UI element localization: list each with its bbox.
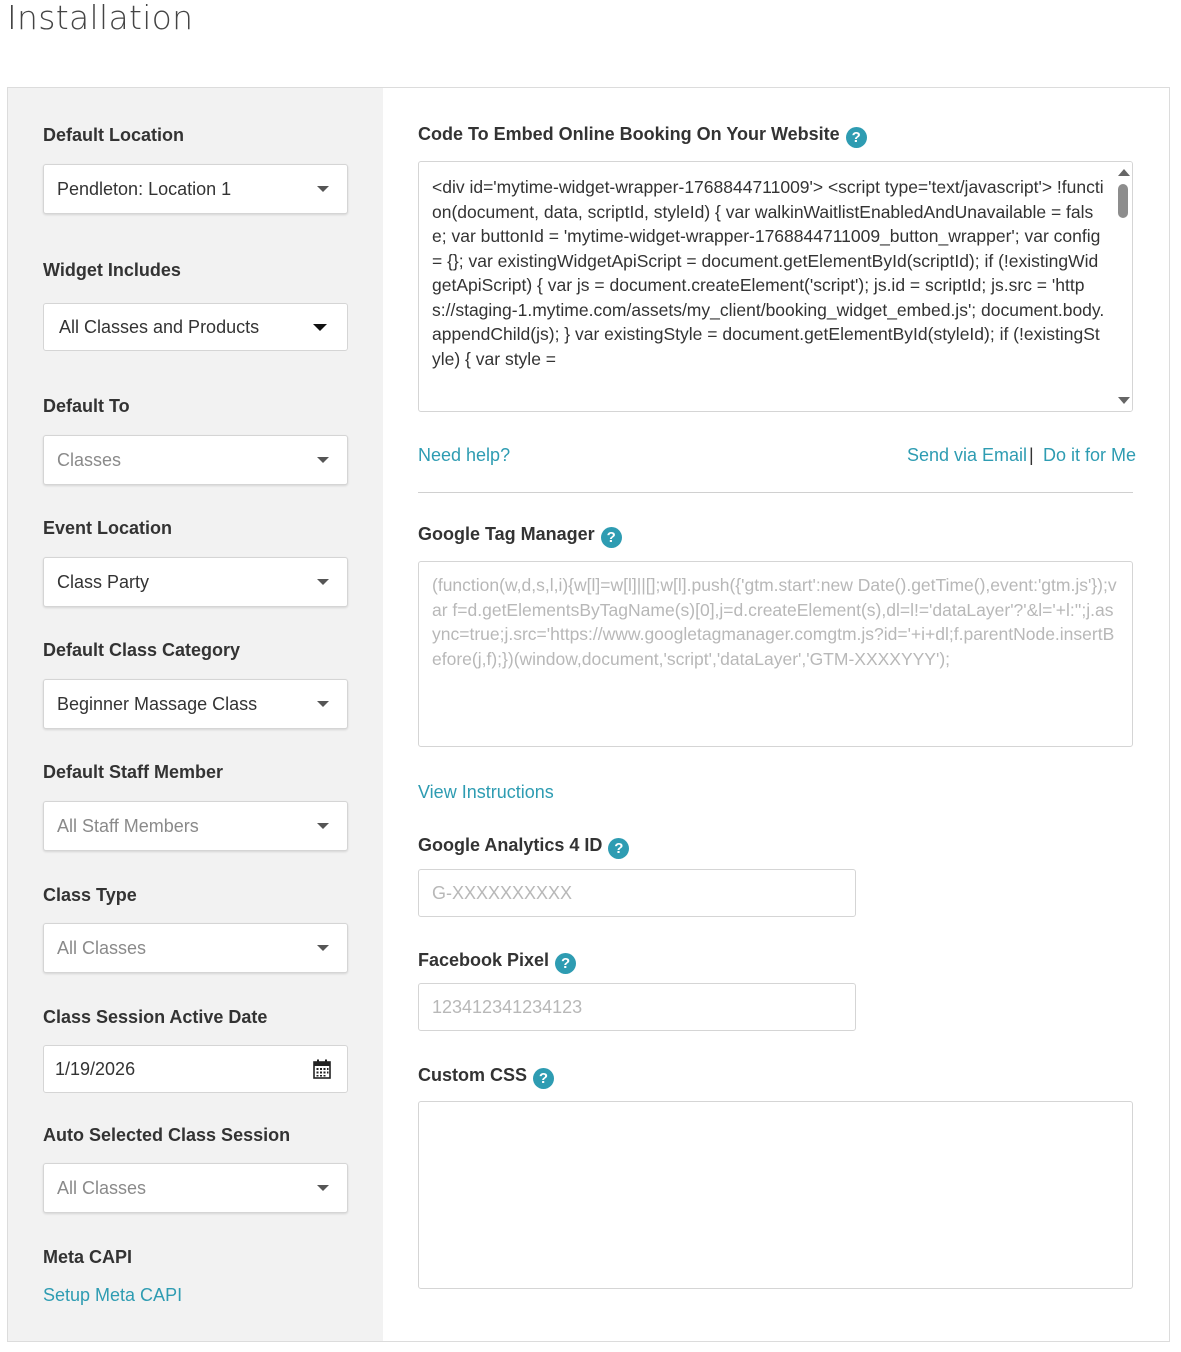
- gtm-placeholder: (function(w,d,s,l,i){w[l]=w[l]||[];w[l].push({'gtm.start':new Date().getTime(),event:'gtm.js'});var f=d.getElementsByTagName(s)[0],j=d.createElement(s),dl=l!='dataLayer'?'&l='+l:'';j.async=true;j.src='https://www.googletagmanager.comgtm.js?id='+i+dl;f.parentNode.insertBefore(j,f);})(window,document,'script','dataLayer','GTM-XXXXYYY');: [432, 575, 1117, 669]
- default-to-select[interactable]: [43, 435, 348, 485]
- chevron-down-icon: [317, 1185, 329, 1191]
- custom-css-title: Custom CSS: [418, 1065, 528, 1085]
- ga4-title: Google Analytics 4 ID: [418, 835, 603, 855]
- chevron-down-icon: [317, 823, 329, 829]
- auto-selected-class-session-value: All Classes: [57, 1178, 147, 1198]
- default-class-category-label: Default Class Category: [43, 640, 241, 660]
- default-class-category-select[interactable]: [43, 679, 348, 729]
- widget-includes-select[interactable]: [43, 303, 348, 351]
- widget-includes-label: Widget Includes: [43, 260, 181, 280]
- gtm-textarea[interactable]: [418, 561, 1133, 747]
- class-type-label: Class Type: [43, 885, 137, 905]
- default-location-label: Default Location: [43, 125, 185, 145]
- gtm-heading: [418, 523, 622, 548]
- ga4-placeholder: G-XXXXXXXXXX: [432, 883, 573, 903]
- custom-css-heading: [418, 1064, 554, 1089]
- class-session-active-date-label: Class Session Active Date: [43, 1007, 268, 1027]
- need-help-link[interactable]: Need help?: [418, 445, 511, 465]
- settings-sidebar: [8, 88, 383, 1341]
- facebook-pixel-input[interactable]: [418, 983, 856, 1031]
- page-title: Installation: [7, 0, 194, 37]
- default-location-value: Pendleton: Location 1: [57, 179, 232, 199]
- class-type-value: All Classes: [57, 938, 147, 958]
- help-icon[interactable]: ?: [846, 127, 867, 148]
- embed-code-text: <div id='mytime-widget-wrapper-1768844711009'> <script type='text/javascript'> !function(document, data, scriptId, styleId) { var walkinWaitlistEnabledAndUnavailable = false; var buttonId = 'mytime-widget-wrapper-1768844711009_button_wrapper'; var config = {}; var existingWidgetApiScript = document.getElementById(scriptId); if (!existingWidgetApiScript) { var js = document.createElement('script'); js.id = scriptId; js.src = 'https://staging-1.mytime.com/assets/my_client/booking_widget_embed.js'; document.body.appendChild(js); } var existingStyle = document.getElementById(styleId); if (!existingStyle) { var style =: [432, 177, 1105, 369]
- do-it-for-me-link[interactable]: Do it for Me: [1043, 445, 1137, 465]
- send-via-email-link[interactable]: Send via Email: [907, 445, 1028, 465]
- installation-panel: [7, 87, 1170, 1342]
- ga4-input[interactable]: [418, 869, 856, 917]
- gtm-title: Google Tag Manager: [418, 524, 595, 544]
- default-to-value: Classes: [57, 450, 122, 470]
- facebook-pixel-placeholder: 123412341234123: [432, 997, 583, 1017]
- facebook-pixel-heading: [418, 949, 576, 974]
- default-location-select[interactable]: [43, 164, 348, 214]
- code-scrollbar[interactable]: [1114, 162, 1132, 411]
- event-location-value: Class Party: [57, 572, 150, 592]
- auto-selected-class-session-select[interactable]: [43, 1163, 348, 1213]
- auto-selected-class-session-label: Auto Selected Class Session: [43, 1125, 291, 1145]
- default-class-category-value: Beginner Massage Class: [57, 694, 258, 714]
- scroll-down-icon[interactable]: [1118, 397, 1130, 404]
- custom-css-textarea[interactable]: [418, 1101, 1133, 1289]
- calendar-icon[interactable]: [313, 1059, 331, 1079]
- scroll-up-icon[interactable]: [1118, 169, 1130, 176]
- chevron-down-icon: [317, 186, 329, 192]
- help-icon[interactable]: ?: [533, 1068, 554, 1089]
- help-icon[interactable]: ?: [601, 527, 622, 548]
- chevron-down-icon: [317, 457, 329, 463]
- link-separator: |: [1029, 445, 1034, 465]
- default-staff-member-select[interactable]: [43, 801, 348, 851]
- embed-code-heading: [418, 123, 867, 148]
- chevron-down-icon: [317, 701, 329, 707]
- event-location-select[interactable]: [43, 557, 348, 607]
- setup-meta-capi-link[interactable]: Setup Meta CAPI: [43, 1285, 183, 1305]
- scroll-thumb[interactable]: [1118, 184, 1128, 218]
- class-session-active-date-input[interactable]: [43, 1045, 348, 1093]
- view-instructions-link[interactable]: View Instructions: [418, 782, 554, 802]
- default-to-label: Default To: [43, 396, 130, 416]
- class-type-select[interactable]: [43, 923, 348, 973]
- embed-main: [383, 88, 1169, 1341]
- default-staff-member-label: Default Staff Member: [43, 762, 224, 782]
- ga4-heading: [418, 834, 629, 859]
- chevron-down-icon: [313, 324, 327, 331]
- chevron-down-icon: [317, 945, 329, 951]
- help-icon[interactable]: ?: [555, 953, 576, 974]
- widget-includes-value: All Classes and Products: [59, 317, 260, 337]
- embed-code-title: Code To Embed Online Booking On Your Website: [418, 124, 840, 144]
- embed-code-textarea[interactable]: [418, 161, 1133, 412]
- section-divider: [418, 492, 1133, 493]
- facebook-pixel-title: Facebook Pixel: [418, 950, 550, 970]
- help-icon[interactable]: ?: [608, 838, 629, 859]
- event-location-label: Event Location: [43, 518, 173, 538]
- meta-capi-label: Meta CAPI: [43, 1247, 133, 1267]
- chevron-down-icon: [317, 579, 329, 585]
- default-staff-member-value: All Staff Members: [57, 816, 199, 836]
- class-session-active-date-value: 1/19/2026: [55, 1059, 136, 1079]
